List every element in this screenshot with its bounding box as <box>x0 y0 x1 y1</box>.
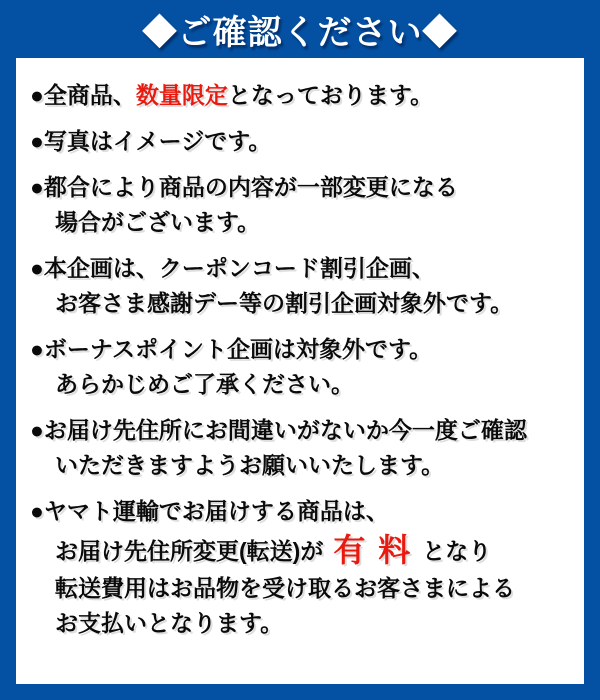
notice-item-coupon-exclusion <box>30 251 572 321</box>
highlight-fee-required: 有 料 <box>333 532 413 568</box>
notice-line <box>30 494 572 529</box>
notice-line <box>30 170 572 205</box>
notice-line <box>30 286 572 321</box>
notice-line <box>30 448 572 483</box>
notice-line <box>30 124 572 159</box>
text-segment: ●全商品、 <box>30 82 136 108</box>
text-segment: あらかじめご了承ください。 <box>55 371 354 397</box>
text-segment: いただきますようお願いいたします。 <box>55 452 445 478</box>
text-segment: ●ヤマト運輸でお届けする商品は、 <box>30 498 389 524</box>
text-segment: となり <box>422 538 492 564</box>
text-segment: ●写真はイメージです。 <box>30 128 272 154</box>
banner-header <box>0 0 600 58</box>
text-segment: 転送費用はお品物を受け取るお客さまによる <box>55 575 515 601</box>
notice-box <box>16 58 584 684</box>
highlight-quantity-limited: 数量限定 <box>135 82 228 108</box>
text-segment: 場合がございます。 <box>55 209 261 235</box>
notice-item-photo-image <box>30 124 572 159</box>
notice-line <box>30 571 572 606</box>
notice-line <box>30 529 572 571</box>
notice-line <box>30 413 572 448</box>
text-segment: ●本企画は、クーポンコード割引企画、 <box>30 255 435 281</box>
text-segment: となっております。 <box>227 82 434 108</box>
notice-line <box>30 78 572 113</box>
notice-item-quantity-limited <box>30 78 572 113</box>
text-segment: お客さま感謝デー等の割引企画対象外です。 <box>55 290 514 316</box>
text-segment: ●お届け先住所にお間違いがないか今一度ご確認 <box>30 417 527 443</box>
notice-line <box>30 205 572 240</box>
notice-item-content-change <box>30 170 572 240</box>
notice-line <box>30 332 572 367</box>
text-segment: ●都合により商品の内容が一部変更になる <box>30 174 458 200</box>
text-segment: ●ボーナスポイント企画は対象外です。 <box>30 336 433 362</box>
notice-item-address-check <box>30 413 572 483</box>
page-title: ◆ご確認ください◆ <box>142 13 458 52</box>
text-segment: お届け先住所変更(転送)が <box>55 538 324 564</box>
text-segment: お支払いとなります。 <box>55 610 284 636</box>
notice-line <box>30 367 572 402</box>
notice-line <box>30 251 572 286</box>
notice-line <box>30 606 572 641</box>
notice-item-bonus-point-exclusion <box>30 332 572 402</box>
notice-item-yamato-forwarding-fee <box>30 494 572 641</box>
